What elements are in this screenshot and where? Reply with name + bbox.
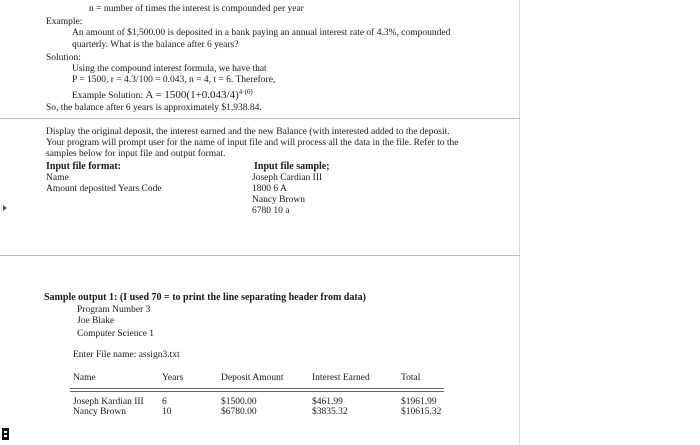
input-sample-line: Nancy Brown xyxy=(252,195,306,205)
formula-note: n = number of times the interest is compounded per year xyxy=(89,4,304,14)
solution-label: Solution: xyxy=(46,53,81,63)
solution-line-1: Using the compound interest formula, we have that xyxy=(72,64,267,74)
solution-formula: A = 1500(1+0.043/4) xyxy=(145,89,239,102)
header-separator-line xyxy=(70,391,444,392)
document-icon xyxy=(2,428,9,440)
table-cell: $3835.32 xyxy=(312,407,348,417)
table-cell: $461.99 xyxy=(312,397,343,407)
column-header-interest: Interest Earned xyxy=(312,373,370,383)
table-cell: $10615.32 xyxy=(401,407,442,417)
table-cell: 10 xyxy=(162,407,172,417)
input-sample-line: 6780 10 a xyxy=(252,206,290,216)
example-line-1: An amount of $1,500.00 is deposited in a bank paying an annual interest rate of 4.3%, compounded xyxy=(72,28,451,38)
table-cell: 6 xyxy=(162,397,167,407)
column-header-deposit: Deposit Amount xyxy=(221,373,284,383)
file-prompt: Enter File name: assign3.txt xyxy=(73,350,180,360)
table-cell: $1961.99 xyxy=(401,397,437,407)
input-format-heading: Input file format: xyxy=(46,161,121,172)
column-header-name: Name xyxy=(73,373,96,383)
table-cell: $6780.00 xyxy=(221,407,257,417)
page-right-border xyxy=(519,0,520,445)
table-cell: Nancy Brown xyxy=(73,407,127,417)
input-format-line-2: Amount deposited Years Code xyxy=(46,184,162,194)
page-break-divider xyxy=(0,255,520,256)
example-label: Example: xyxy=(46,17,83,27)
table-cell: Joseph Kardian III xyxy=(73,397,144,407)
author-name: Joe Blake xyxy=(77,316,115,326)
task-line-3: samples below for input file and output format. xyxy=(46,149,226,159)
column-header-total: Total xyxy=(401,373,421,383)
solution-formula-line xyxy=(72,87,253,102)
course-name: Computer Science 1 xyxy=(77,329,155,339)
task-line-2: Your program will prompt user for the name of input file and will process all the data in the file. Refer to the xyxy=(46,138,459,148)
task-line-1: Display the original deposit, the interest earned and the new Balance (with interested added to the deposit. xyxy=(46,127,450,137)
conclusion: So, the balance after 6 years is approximately $1,938.84. xyxy=(46,103,262,113)
section-divider xyxy=(0,118,520,119)
column-header-years: Years xyxy=(162,373,184,383)
expand-arrow-icon[interactable] xyxy=(3,205,7,211)
table-cell: $1500.00 xyxy=(221,397,257,407)
solution-line-2: P = 1500, r = 4.3/100 = 0.043, n = 4, t = 6. Therefore, xyxy=(72,75,276,85)
input-sample-heading: Input file sample; xyxy=(254,161,330,172)
sample-output-heading: Sample output 1: (I used 70 = to print the line separating header from data) xyxy=(44,292,367,303)
example-line-2: quarterly. What is the balance after 6 years? xyxy=(72,40,239,50)
input-format-line-1: Name xyxy=(46,173,69,183)
input-sample-line: 1800 6 A xyxy=(252,184,287,194)
solution-exponent: 4·(6) xyxy=(238,88,253,96)
header-separator-line xyxy=(70,388,444,389)
input-sample-line: Joseph Cardian III xyxy=(252,173,323,183)
solution-example-prefix: Example Solution: xyxy=(72,91,143,102)
program-number: Program Number 3 xyxy=(77,305,151,315)
